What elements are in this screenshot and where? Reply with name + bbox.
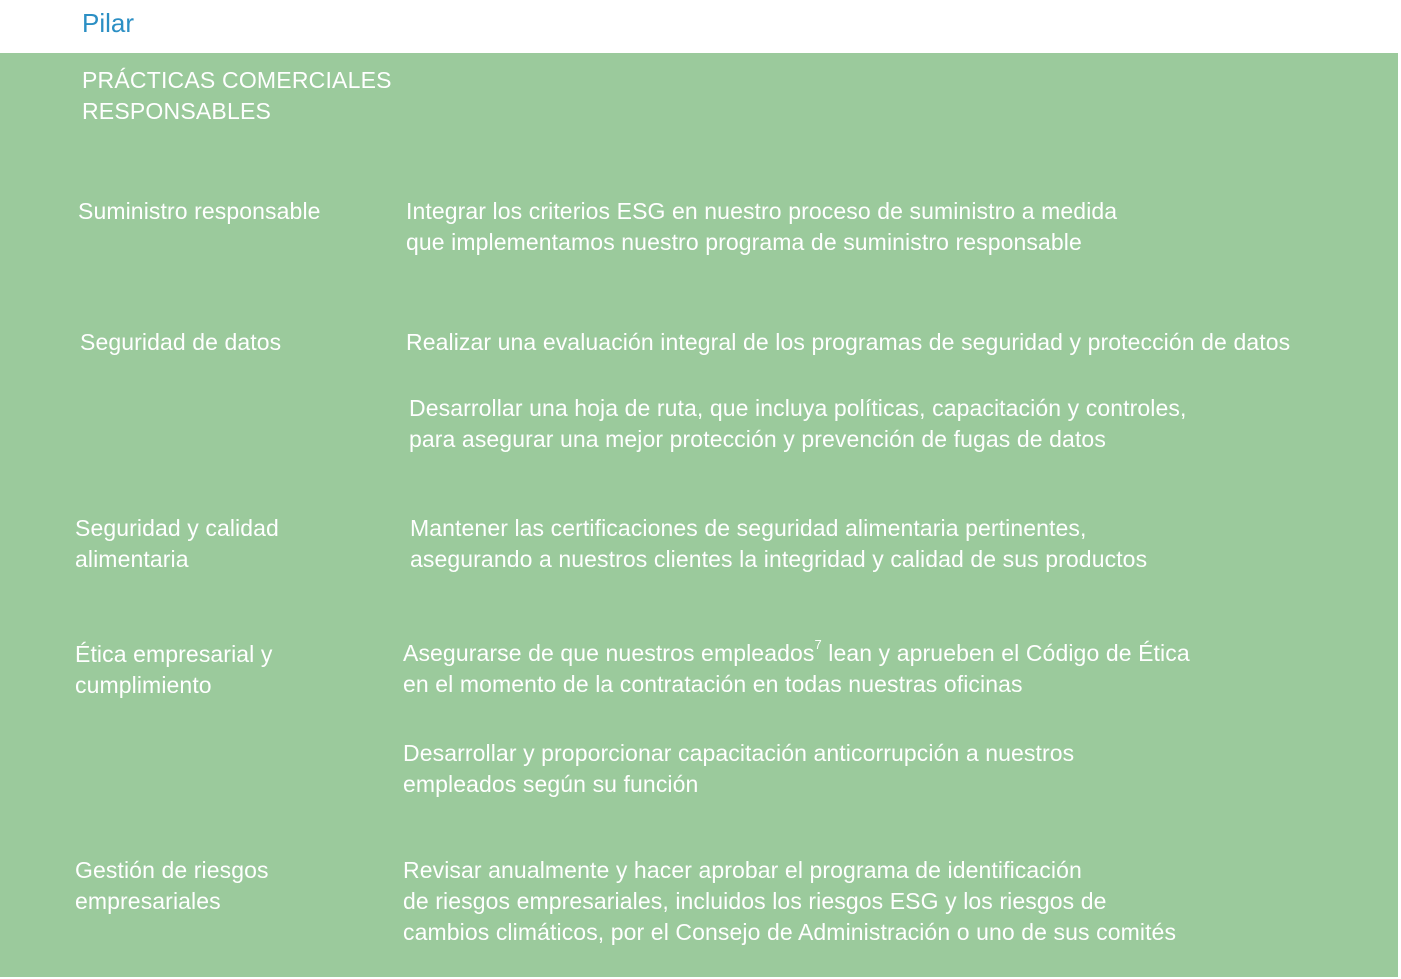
goal-risk-management-1: Revisar anualmente y hacer aprobar el programa de identificación de riesgos empresariales, incluidos los riesgos ESG y los riesgos de cambios climáticos, por el Consejo de Administración o uno de sus comités [403,857,1177,945]
category-risk-management: Gestión de riesgos empresariales [75,857,269,914]
section-heading: PRÁCTICAS COMERCIALES RESPONSABLES [82,67,392,124]
top-bar [0,0,1401,52]
category-food-safety: Seguridad y calidad alimentaria [75,515,279,572]
goal-data-security-2: Desarrollar una hoja de ruta, que incluya políticas, capacitación y controles, para asegurar una mejor protección y prevención de fugas de datos [409,395,1187,452]
goal-sourcing-1: Integrar los criterios ESG en nuestro proceso de suministro a medida que implementamos nuestro programa de suministro responsable [406,198,1118,255]
goal-ethics-2: Desarrollar y proporcionar capacitación anticorrupción a nuestros empleados según su función [403,740,1075,797]
goal-ethics-1 [403,638,1190,700]
goal-food-safety-1: Mantener las certificaciones de seguridad alimentaria pertinentes, asegurando a nuestros clientes la integridad y calidad de sus productos [410,515,1148,572]
category-data-security: Seguridad de datos [80,329,282,355]
goal-ethics-1-end: lean y aprueben el Código de Ética en el momento de la contratación en todas nuestras oficinas [403,640,1190,697]
goal-data-security-1: Realizar una evaluación integral de los programas de seguridad y protección de datos [406,329,1291,355]
goal-ethics-1-start: Asegurarse de que nuestros empleados [403,640,815,666]
category-ethics: Ética empresarial y cumplimiento [75,641,273,698]
footnote-marker: 7 [814,637,822,653]
category-sourcing: Suministro responsable [78,198,321,224]
pillar-label: Pilar [82,8,135,38]
